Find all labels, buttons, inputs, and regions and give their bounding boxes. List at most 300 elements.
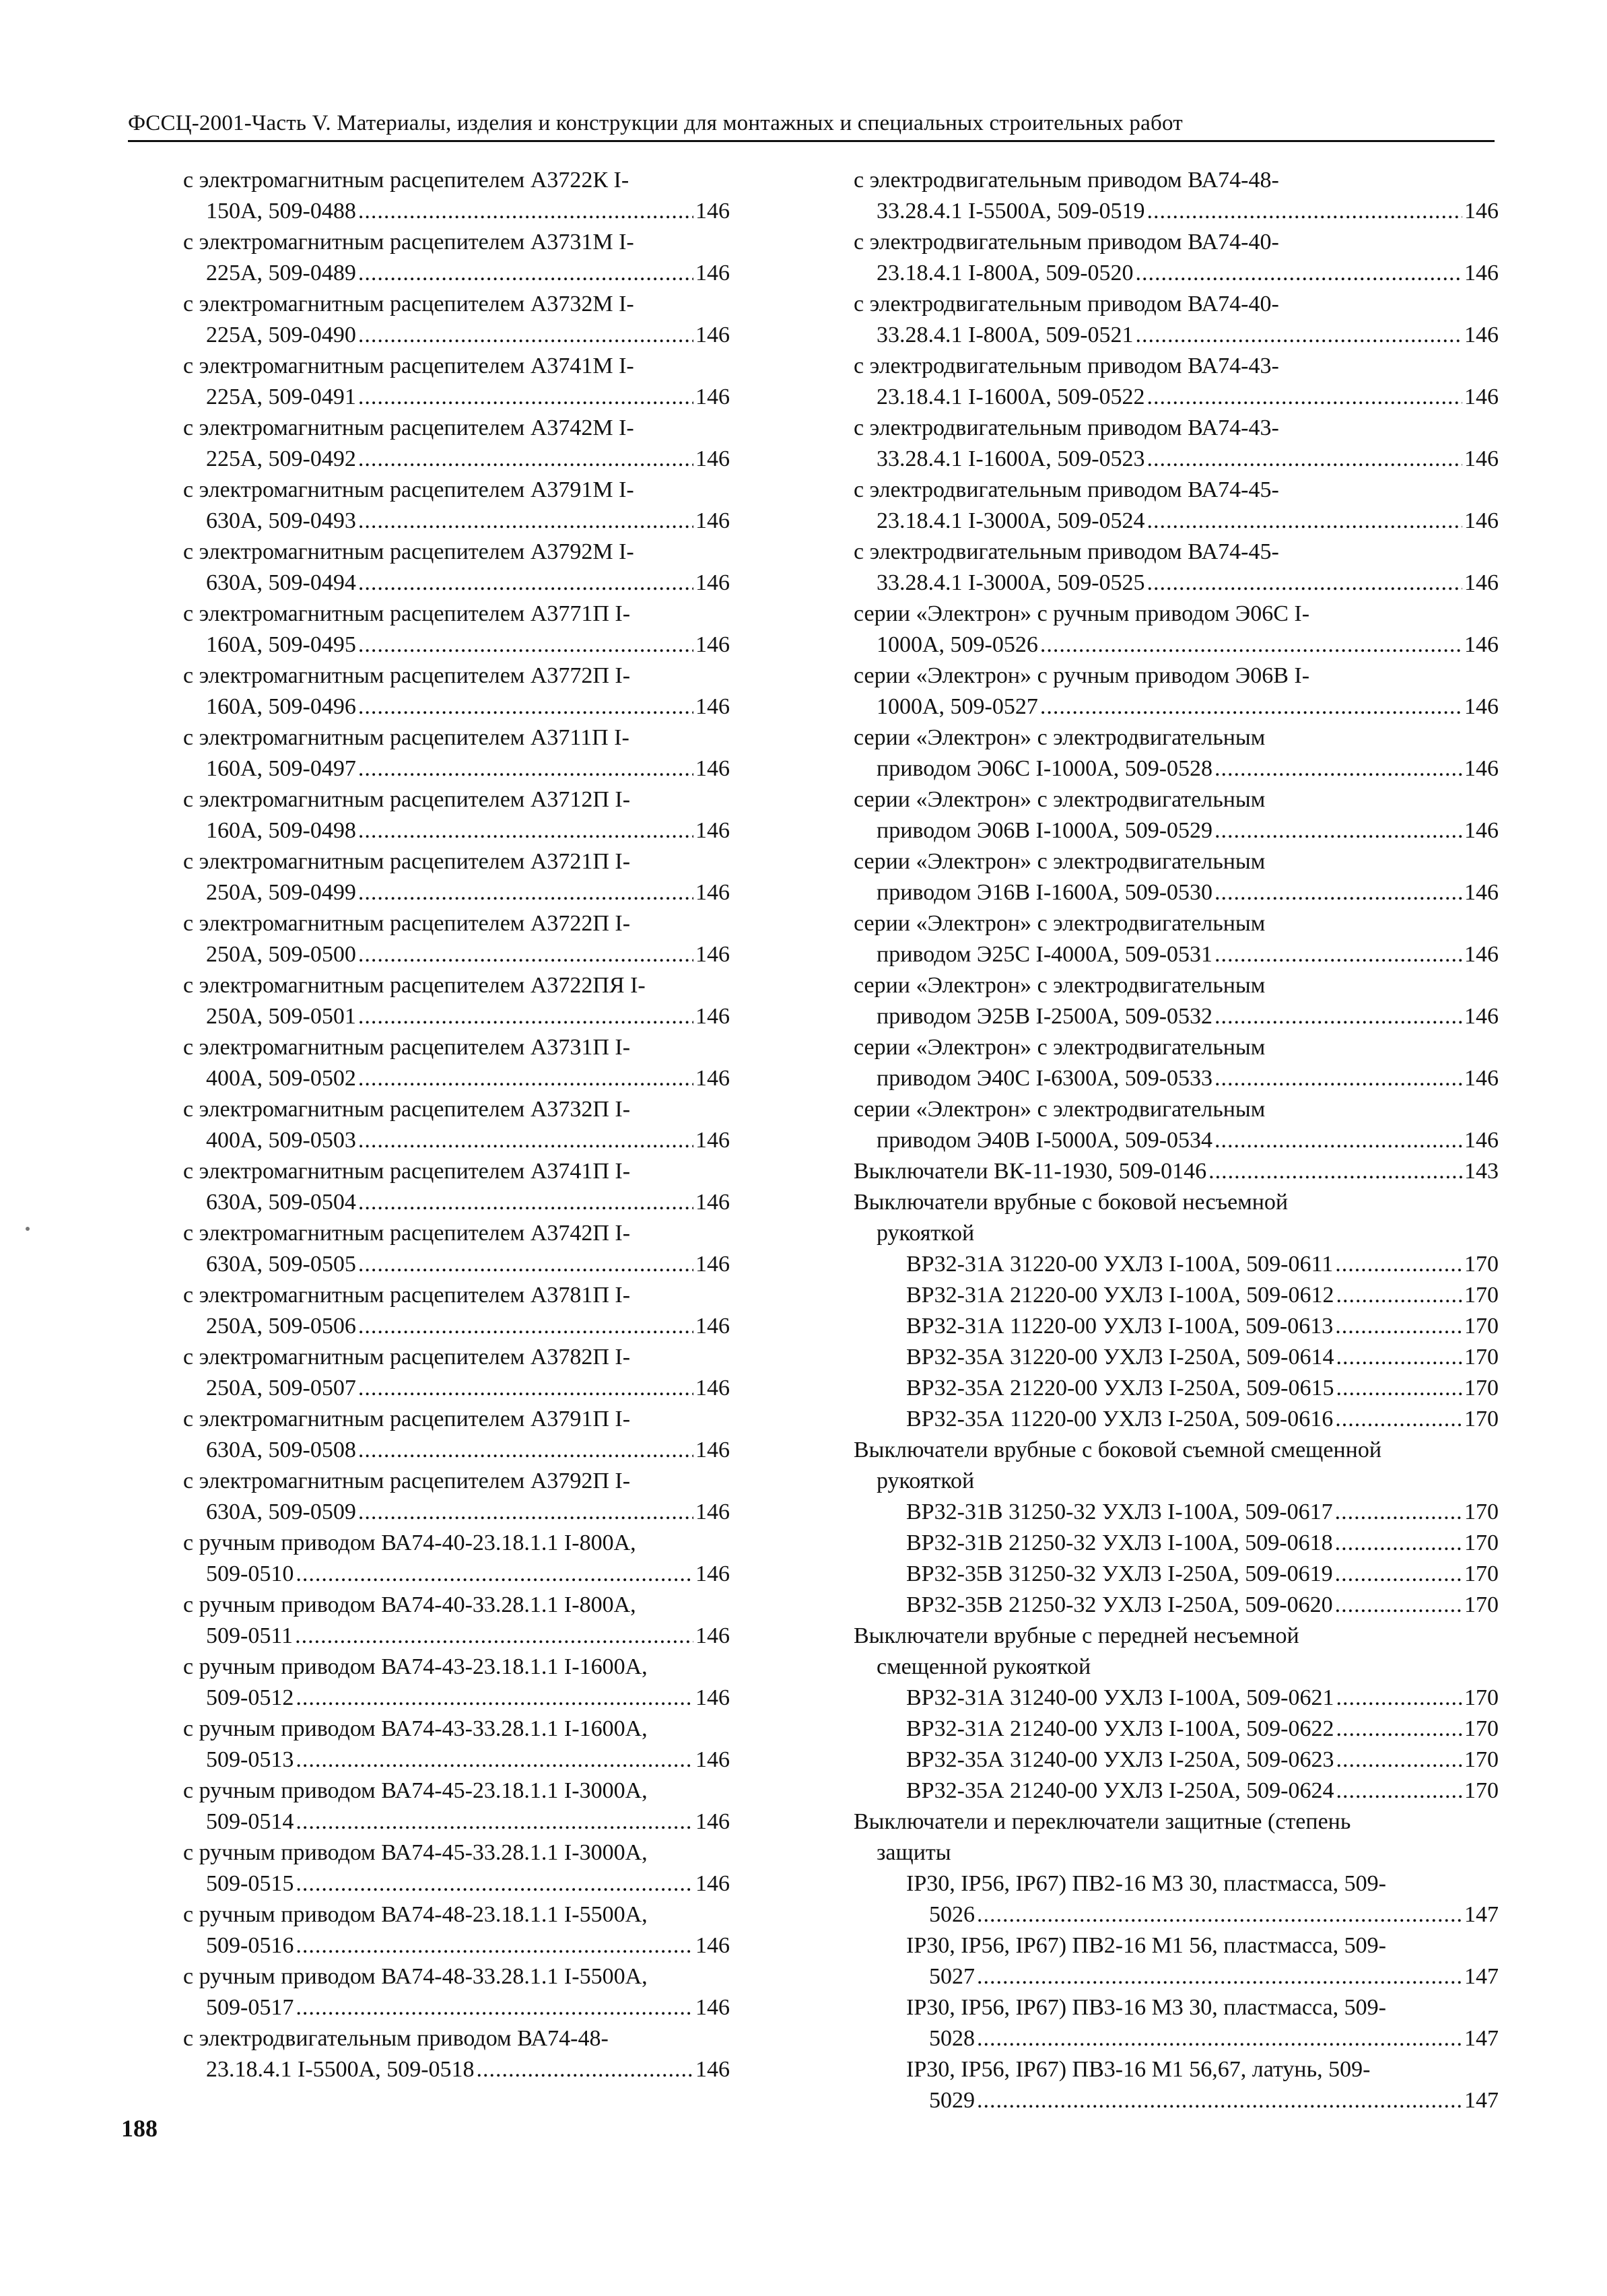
entry-page: 146 [695, 818, 730, 843]
index-entry [854, 2054, 1499, 2116]
index-entry [183, 784, 730, 846]
entry-first-line: с электромагнитным расцепителем А3712П I- [183, 787, 631, 812]
index-entry [183, 413, 730, 475]
leader-dots [295, 1621, 693, 1652]
index-entry [854, 413, 1499, 475]
entry-first-line: с электромагнитным расцепителем А3731П I- [183, 1035, 631, 1060]
leader-dots [1336, 1342, 1463, 1373]
entry-page: 146 [695, 1190, 730, 1215]
entry-page: 170 [1464, 1345, 1499, 1370]
entry-first-line: с электромагнитным расцепителем А3742М I- [183, 415, 634, 440]
index-entry [854, 846, 1499, 908]
entry-first-line: с ручным приводом ВА74-45-23.18.1.1 I-3000А, [183, 1778, 648, 1803]
index-entry [854, 1992, 1499, 2054]
entry-last-line [183, 1497, 730, 1528]
entry-last-line [183, 1187, 730, 1218]
entry-page: 146 [695, 446, 730, 471]
entry-page: 146 [695, 880, 730, 905]
entry-text: приводом Э25В I-2500А, 509-0532 [877, 1004, 1213, 1029]
entry-first-line: с электромагнитным расцепителем А3792П I- [183, 1468, 631, 1493]
leader-dots [1335, 1311, 1462, 1342]
entry-last-line [183, 196, 730, 227]
entry-first-line: серии «Электрон» с электродвигательным [854, 1035, 1266, 1060]
entry-text: ВР32-35В 31250-32 УХЛ3 I-250А, 509-0619 [906, 1561, 1333, 1586]
entry-page: 146 [695, 1252, 730, 1277]
entry-page: 146 [695, 1933, 730, 1958]
entry-page: 146 [1464, 384, 1499, 409]
entry-text: 225А, 509-0491 [206, 384, 356, 409]
heading-text: Выключатели врубные с боковой съемной смещенной [854, 1438, 1382, 1462]
entry-page: 146 [695, 694, 730, 719]
entry-page: 146 [1464, 446, 1499, 471]
entry-page: 170 [1464, 1314, 1499, 1339]
index-entry [183, 599, 730, 661]
leader-dots [1147, 568, 1462, 599]
entry-last-line [854, 1001, 1499, 1032]
index-heading [854, 1187, 1499, 1249]
entry-page: 146 [1464, 1066, 1499, 1091]
entry-text: ВР32-31В 21250-32 УХЛ3 I-100А, 509-0618 [906, 1530, 1333, 1555]
entry-text: 23.18.4.1 I-5500А, 509-0518 [206, 2057, 475, 2082]
entry-page: 147 [1464, 2088, 1499, 2113]
entry-text: 160А, 509-0498 [206, 818, 356, 843]
entry-text: 509-0516 [206, 1933, 294, 1958]
entry-first-line: с электромагнитным расцепителем А3791М I- [183, 477, 634, 502]
leader-dots [1336, 1745, 1463, 1776]
leader-dots [1336, 1714, 1463, 1745]
entry-first-line: с электромагнитным расцепителем А3782П I- [183, 1345, 631, 1370]
entry-text: 1000А, 509-0527 [877, 694, 1038, 719]
leader-dots [358, 258, 693, 289]
entry-page: 146 [695, 1499, 730, 1524]
entry-text: 250А, 509-0500 [206, 942, 356, 967]
entry-first-line: с электродвигательным приводом ВА74-43- [854, 415, 1279, 440]
entry-first-line: с электромагнитным расцепителем А3721П I- [183, 849, 631, 874]
entry-last-line [183, 877, 730, 908]
entry-first-line: с ручным приводом ВА74-40-33.28.1.1 I-800А, [183, 1592, 636, 1617]
heading-continuation: смещенной рукояткой [877, 1654, 1091, 1679]
index-entry [854, 351, 1499, 413]
leader-dots [1040, 630, 1462, 661]
entry-page: 146 [695, 384, 730, 409]
leader-dots [1147, 382, 1462, 413]
entry-last-line [854, 753, 1499, 784]
entry-last-line [183, 444, 730, 475]
entry-text: приводом Э16В I-1600А, 509-0530 [877, 880, 1213, 905]
leader-dots [1335, 1559, 1462, 1590]
left-column [183, 165, 730, 2085]
entry-page: 146 [695, 1809, 730, 1834]
leader-dots [358, 1125, 693, 1156]
entry-text: 630А, 509-0494 [206, 570, 356, 595]
entry-last-line [854, 1125, 1499, 1156]
leader-dots [358, 939, 693, 970]
entry-last-line [854, 877, 1499, 908]
index-entry [183, 1404, 730, 1466]
entry-text: ВР32-31А 21240-00 УХЛ3 I-100А, 509-0622 [906, 1716, 1334, 1741]
entry-page: 146 [695, 261, 730, 285]
entry-text: 225А, 509-0489 [206, 261, 356, 285]
entry-last-line [183, 691, 730, 722]
entry-last-line [183, 1559, 730, 1590]
leader-dots [1147, 506, 1462, 537]
entry-first-line: с электродвигательным приводом ВА74-45- [854, 477, 1279, 502]
leader-dots [358, 1249, 693, 1280]
entry-text: 630А, 509-0509 [206, 1499, 356, 1524]
entry-first-line: серии «Электрон» с ручным приводом Э06С I- [854, 601, 1310, 626]
entry-page: 146 [1464, 508, 1499, 533]
entry-first-line: серии «Электрон» с ручным приводом Э06В I- [854, 663, 1310, 688]
entry-text: 400А, 509-0502 [206, 1066, 356, 1091]
entry-last-line [854, 939, 1499, 970]
leader-dots [1336, 1373, 1463, 1404]
index-entry [183, 475, 730, 537]
index-subentry [854, 1590, 1499, 1621]
entry-page: 146 [695, 1128, 730, 1153]
entry-text: ВР32-35А 21240-00 УХЛ3 I-250А, 509-0624 [906, 1778, 1334, 1803]
entry-page: 146 [1464, 261, 1499, 285]
entry-first-line: с ручным приводом ВА74-48-23.18.1.1 I-5500А, [183, 1902, 648, 1927]
heading-continuation: рукояткой [877, 1221, 975, 1246]
entry-first-line: с электродвигательным приводом ВА74-45- [854, 539, 1279, 564]
entry-page: 146 [1464, 1128, 1499, 1153]
entry-text: 5026 [929, 1902, 975, 1927]
entry-page: 147 [1464, 1964, 1499, 1989]
entry-text: ВР32-35А 31220-00 УХЛ3 I-250А, 509-0614 [906, 1345, 1334, 1370]
leader-dots [977, 2085, 1462, 2116]
index-entry [183, 1714, 730, 1776]
entry-text: приводом Э06С I-1000А, 509-0528 [877, 756, 1213, 781]
entry-first-line: IP30, IP56, IP67) ПВ2-16 М1 56, пластмасса, 509- [906, 1933, 1386, 1958]
leader-dots [1136, 320, 1462, 351]
entry-page: 146 [695, 942, 730, 967]
entry-page: 170 [1464, 1407, 1499, 1431]
entry-last-line [906, 2023, 1499, 2054]
entry-text: приводом Э25С I-4000А, 509-0531 [877, 942, 1213, 967]
leader-dots [1215, 1001, 1462, 1032]
entry-text: 5029 [929, 2088, 975, 2113]
entry-text: ВР32-35А 11220-00 УХЛ3 I-250А, 509-0616 [906, 1407, 1334, 1431]
heading-continuation: защиты [877, 1840, 951, 1865]
leader-dots [296, 1807, 693, 1837]
entry-first-line: IP30, IP56, IP67) ПВ3-16 М3 30, пластмасса, 509- [906, 1995, 1386, 2020]
leader-dots [1208, 1156, 1462, 1187]
index-entry [854, 784, 1499, 846]
entry-text: 250А, 509-0501 [206, 1004, 356, 1029]
entry-page: 146 [695, 1438, 730, 1462]
index-entry [183, 1776, 730, 1837]
index-entry [854, 661, 1499, 722]
leader-dots [1335, 1404, 1462, 1435]
entry-last-line [183, 1621, 730, 1652]
entry-last-line [854, 815, 1499, 846]
entry-text: 5027 [929, 1964, 975, 1989]
leader-dots [358, 877, 693, 908]
index-entry [183, 846, 730, 908]
index-entry [183, 2023, 730, 2085]
entry-page: 170 [1464, 1530, 1499, 1555]
leader-dots [296, 1745, 693, 1776]
leader-dots [1136, 258, 1462, 289]
leader-dots [358, 691, 693, 722]
entry-text: ВР32-35В 21250-32 УХЛ3 I-250А, 509-0620 [906, 1592, 1333, 1617]
entry-text: приводом Э06В I-1000А, 509-0529 [877, 818, 1213, 843]
entry-page: 146 [695, 1685, 730, 1710]
entry-page: 170 [1464, 1376, 1499, 1400]
leader-dots [1335, 1497, 1462, 1528]
leader-dots [296, 1868, 693, 1899]
entry-page: 143 [1464, 1159, 1499, 1184]
leader-dots [358, 815, 693, 846]
entry-page: 146 [1464, 632, 1499, 657]
index-entry [854, 1930, 1499, 1992]
leader-dots [296, 1992, 693, 2023]
entry-first-line: с ручным приводом ВА74-43-23.18.1.1 I-1600А, [183, 1654, 648, 1679]
entry-page: 146 [1464, 199, 1499, 224]
entry-last-line [183, 939, 730, 970]
index-subentry [854, 1559, 1499, 1590]
entry-text: ВР32-31В 31250-32 УХЛ3 I-100А, 509-0617 [906, 1499, 1333, 1524]
leader-dots [1215, 939, 1462, 970]
entry-text: 23.18.4.1 I-800А, 509-0520 [877, 261, 1134, 285]
leader-dots [358, 444, 693, 475]
entry-page: 146 [695, 508, 730, 533]
entry-text: 225А, 509-0490 [206, 323, 356, 347]
index-subentry [854, 1683, 1499, 1714]
leader-dots [296, 1559, 693, 1590]
leader-dots [358, 196, 693, 227]
heading-continuation: рукояткой [877, 1468, 975, 1493]
leader-dots [1215, 753, 1462, 784]
index-entry [183, 351, 730, 413]
entry-page: 146 [695, 1871, 730, 1896]
leader-dots [358, 1373, 693, 1404]
entry-first-line: с ручным приводом ВА74-48-33.28.1.1 I-5500А, [183, 1964, 648, 1989]
index-entry [854, 722, 1499, 784]
entry-page: 146 [695, 1004, 730, 1029]
leader-dots [1336, 1776, 1463, 1807]
leader-dots [358, 1187, 693, 1218]
entry-page: 146 [695, 1995, 730, 2020]
entry-page: 146 [695, 1314, 730, 1339]
entry-text: Выключатели ВК-11-1930, 509-0146 [854, 1159, 1207, 1184]
entry-first-line: с электромагнитным расцепителем А3791П I- [183, 1407, 631, 1431]
index-subentry [854, 1249, 1499, 1280]
entry-page: 146 [1464, 818, 1499, 843]
index-entry [183, 1094, 730, 1156]
scan-speck [26, 1227, 30, 1231]
leader-dots [477, 2054, 693, 2085]
index-heading [854, 1435, 1499, 1497]
index-entry [854, 599, 1499, 661]
entry-text: 630А, 509-0504 [206, 1190, 356, 1215]
entry-first-line: серии «Электрон» с электродвигательным [854, 973, 1266, 998]
entry-first-line: серии «Электрон» с электродвигательным [854, 911, 1266, 936]
entry-last-line [854, 691, 1499, 722]
leader-dots [1336, 1280, 1463, 1311]
entry-last-line [183, 815, 730, 846]
entry-page: 170 [1464, 1252, 1499, 1277]
entry-last-line [183, 1683, 730, 1714]
leader-dots [358, 753, 693, 784]
entry-page: 146 [1464, 942, 1499, 967]
entry-first-line: с ручным приводом ВА74-40-23.18.1.1 I-800А, [183, 1530, 636, 1555]
leader-dots [358, 1435, 693, 1466]
entry-page: 170 [1464, 1592, 1499, 1617]
entry-first-line: серии «Электрон» с электродвигательным [854, 787, 1266, 812]
index-heading [854, 1807, 1499, 1868]
index-entry [854, 165, 1499, 227]
entry-page: 146 [695, 632, 730, 657]
entry-text: 250А, 509-0499 [206, 880, 356, 905]
entry-first-line: с электромагнитным расцепителем А3771П I- [183, 601, 631, 626]
entry-text: 509-0517 [206, 1995, 294, 2020]
index-entry [183, 1466, 730, 1528]
entry-last-line [906, 1899, 1499, 1930]
leader-dots [358, 1001, 693, 1032]
entry-text: 160А, 509-0495 [206, 632, 356, 657]
entry-text: 509-0512 [206, 1685, 294, 1710]
leader-dots [358, 1063, 693, 1094]
leader-dots [977, 2023, 1462, 2054]
entry-last-line [854, 382, 1499, 413]
entry-text: 509-0515 [206, 1871, 294, 1896]
index-entry [183, 1961, 730, 2023]
entry-first-line: с электромагнитным расцепителем А3732П I- [183, 1097, 631, 1122]
entry-text: 23.18.4.1 I-1600А, 509-0522 [877, 384, 1145, 409]
index-entry [183, 1032, 730, 1094]
index-entry [183, 537, 730, 599]
leader-dots [358, 1311, 693, 1342]
entry-text: ВР32-31А 31220-00 УХЛ3 I-100А, 509-0611 [906, 1252, 1334, 1277]
index-entry [183, 1528, 730, 1590]
entry-text: 160А, 509-0496 [206, 694, 356, 719]
entry-text: 630А, 509-0493 [206, 508, 356, 533]
entry-last-line [183, 1249, 730, 1280]
entry-first-line: с электромагнитным расцепителем А3722К I- [183, 168, 629, 193]
leader-dots [358, 630, 693, 661]
entry-page: 146 [1464, 570, 1499, 595]
entry-first-line: серии «Электрон» с электродвигательным [854, 849, 1266, 874]
entry-last-line [183, 1807, 730, 1837]
entry-last-line [854, 258, 1499, 289]
entry-page: 147 [1464, 1902, 1499, 1927]
index-entry [183, 1590, 730, 1652]
index-entry [854, 1868, 1499, 1930]
entry-last-line [183, 320, 730, 351]
entry-text: 33.28.4.1 I-5500А, 509-0519 [877, 199, 1145, 224]
entry-page: 146 [1464, 880, 1499, 905]
entry-first-line: серии «Электрон» с электродвигательным [854, 1097, 1266, 1122]
entry-first-line: с ручным приводом ВА74-43-33.28.1.1 I-1600А, [183, 1716, 648, 1741]
index-entry [183, 1280, 730, 1342]
entry-text: ВР32-35А 21220-00 УХЛ3 I-250А, 509-0615 [906, 1376, 1334, 1400]
entry-page: 170 [1464, 1747, 1499, 1772]
entry-first-line: с электродвигательным приводом ВА74-48- [183, 2026, 609, 2051]
entry-first-line: с ручным приводом ВА74-45-33.28.1.1 I-3000А, [183, 1840, 648, 1865]
entry-page: 170 [1464, 1283, 1499, 1308]
entry-first-line: с электромагнитным расцепителем А3741М I- [183, 353, 634, 378]
entry-first-line: серии «Электрон» с электродвигательным [854, 725, 1266, 750]
entry-text: 250А, 509-0506 [206, 1314, 356, 1339]
entry-last-line [183, 1992, 730, 2023]
entry-page: 170 [1464, 1778, 1499, 1803]
leader-dots [1215, 877, 1462, 908]
leader-dots [977, 1899, 1462, 1930]
entry-first-line: с электромагнитным расцепителем А3731М I- [183, 230, 634, 255]
index-heading [854, 1621, 1499, 1683]
entry-last-line [183, 2054, 730, 2085]
index-entry [854, 908, 1499, 970]
entry-last-line [183, 753, 730, 784]
entry-text: 225А, 509-0492 [206, 446, 356, 471]
entry-last-line [183, 1125, 730, 1156]
index-entry [854, 227, 1499, 289]
entry-page: 146 [695, 199, 730, 224]
entry-page: 146 [1464, 1004, 1499, 1029]
entry-text: 630А, 509-0505 [206, 1252, 356, 1277]
leader-dots [1335, 1590, 1462, 1621]
entry-first-line: с электродвигательным приводом ВА74-48- [854, 168, 1279, 193]
index-subentry [854, 1404, 1499, 1435]
running-header: ФССЦ-2001-Часть V. Материалы, изделия и конструкции для монтажных и специальных строительных работ [128, 111, 1495, 142]
page-number: 188 [121, 2115, 158, 2142]
index-subentry [854, 1342, 1499, 1373]
index-entry [854, 475, 1499, 537]
entry-first-line: IP30, IP56, IP67) ПВ2-16 М3 30, пластмасса, 509- [906, 1871, 1386, 1896]
entry-first-line: с электромагнитным расцепителем А3732М I- [183, 292, 634, 316]
leader-dots [1336, 1683, 1463, 1714]
entry-page: 146 [695, 1376, 730, 1400]
entry-last-line [183, 1868, 730, 1899]
index-entry [854, 970, 1499, 1032]
entry-last-line [854, 630, 1499, 661]
index-entry [183, 1652, 730, 1714]
entry-page: 146 [1464, 323, 1499, 347]
entry-page: 170 [1464, 1716, 1499, 1741]
entry-text: 33.28.4.1 I-3000А, 509-0525 [877, 570, 1145, 595]
index-subentry [854, 1373, 1499, 1404]
entry-text: 250А, 509-0507 [206, 1376, 356, 1400]
entry-last-line [854, 568, 1499, 599]
entry-text: 160А, 509-0497 [206, 756, 356, 781]
index-entry [183, 722, 730, 784]
index-entry [183, 1342, 730, 1404]
entry-last-line [183, 1435, 730, 1466]
index-entry [183, 661, 730, 722]
entry-first-line: с электродвигательным приводом ВА74-43- [854, 353, 1279, 378]
index-subentry [854, 1311, 1499, 1342]
index-entry [183, 1218, 730, 1280]
entry-page: 146 [695, 756, 730, 781]
entry-page: 146 [695, 1623, 730, 1648]
leader-dots [1147, 444, 1462, 475]
entry-text: 1000А, 509-0526 [877, 632, 1038, 657]
leader-dots [1147, 196, 1462, 227]
index-entry [183, 1899, 730, 1961]
entry-first-line: с электродвигательным приводом ВА74-40- [854, 292, 1279, 316]
index-entry [854, 289, 1499, 351]
leader-dots [1335, 1249, 1462, 1280]
entry-first-line: с электромагнитным расцепителем А3722П I- [183, 911, 631, 936]
leader-dots [1215, 815, 1462, 846]
leader-dots [1215, 1063, 1462, 1094]
right-column [854, 165, 1499, 2116]
leader-dots [296, 1930, 693, 1961]
entry-last-line [183, 1930, 730, 1961]
entry-page: 146 [695, 1747, 730, 1772]
entry-text: 33.28.4.1 I-800А, 509-0521 [877, 323, 1134, 347]
